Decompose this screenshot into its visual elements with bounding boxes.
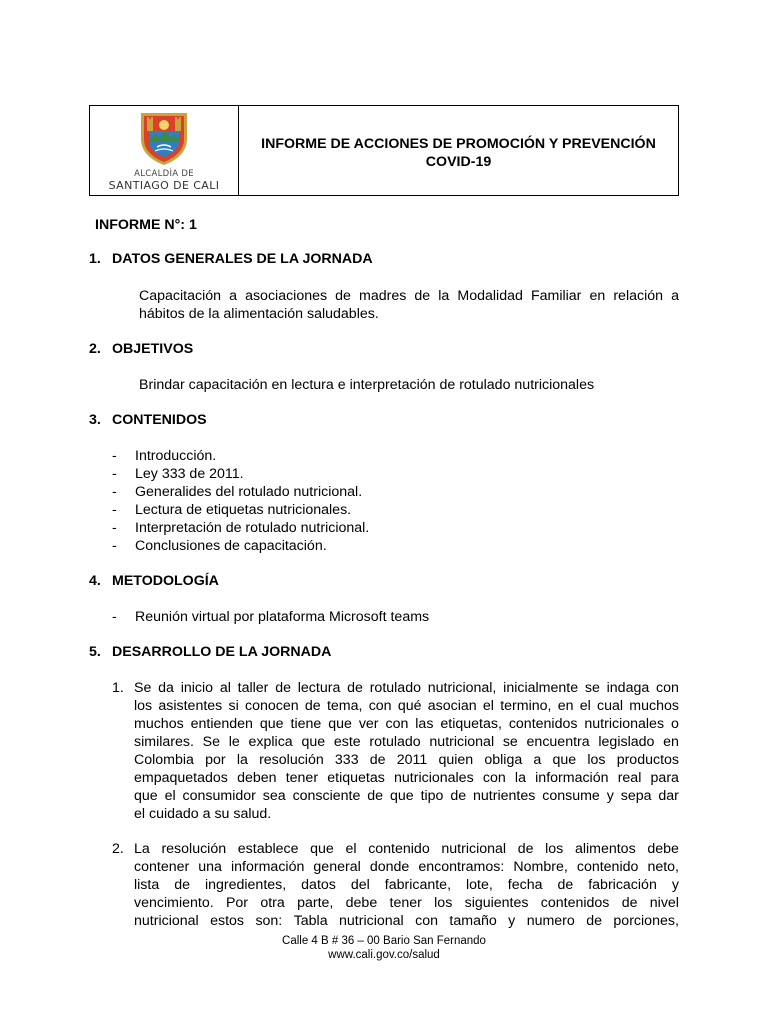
logo-text-city: SANTIAGO DE CALI (108, 179, 220, 192)
section-1-line: hábitos de la alimentación saludables. (139, 306, 379, 322)
footer-address: Calle 4 B # 36 – 00 Bario San Fernando (282, 935, 486, 947)
section-1-text (139, 287, 679, 323)
paragraph-line: vencimiento. Por otra parte, debe tener los siguientes contenidos de nivel (134, 895, 679, 911)
document-title-line-2: COVID-19 (425, 153, 492, 170)
paragraph-line: el cuidado a su salud. (134, 806, 272, 822)
paragraph-line: muchos entienden que tiene que ver con las etiquetas, contenidos nutricionales o (134, 716, 679, 732)
section-2-title: OBJETIVOS (112, 341, 194, 357)
paragraph-line: La resolución establece que el contenido nutricional de los alimentos debe (134, 841, 679, 857)
logo-text-alcaldia: ALCALDÍA DE (134, 169, 194, 179)
paragraph-line: nutricional estos son: Tabla nutricional con tamaño y numero de porciones, (134, 913, 679, 929)
paragraph-line: lista de ingredientes, datos del fabricante, lote, fecha de fabricación y (134, 877, 679, 893)
footer-website: www.cali.gov.co/salud (328, 949, 440, 961)
section-3-title: CONTENIDOS (112, 412, 207, 428)
paragraph-number: 1. (112, 680, 124, 696)
document-title (239, 106, 678, 195)
section-1-number: 1. (89, 251, 101, 267)
list-item: - Generalides del rotulado nutricional. (112, 484, 363, 500)
paragraph-line: contener una información general donde encontramos: Nombre, contenido neto, (134, 859, 679, 875)
list-item: - Conclusiones de capacitación. (112, 538, 327, 554)
section-5-title: DESARROLLO DE LA JORNADA (112, 644, 332, 660)
paragraph-line: Colombia por la resolución 333 de 2011 quien obliga a que los productos (134, 752, 679, 768)
section-1-line: Capacitación a asociaciones de madres de la Modalidad Familiar en relación a (139, 288, 679, 304)
paragraph-line: similares. Se le explica que este rotulado nutricional se encuentra legislado en (134, 734, 679, 750)
document-title-line-1: INFORME DE ACCIONES DE PROMOCIÓN Y PREVENCIÓN (261, 135, 656, 152)
section-3-number: 3. (89, 412, 101, 428)
paragraph-line: que el consumidor sea consciente de que tipo de nutrientes consume y sepa dar (134, 788, 679, 804)
paragraph-body (134, 679, 679, 823)
methodology-list (112, 608, 429, 626)
header-table (89, 105, 679, 196)
list-item: - Interpretación de rotulado nutricional. (112, 520, 370, 536)
list-item: - Lectura de etiquetas nutricionales. (112, 502, 352, 518)
paragraph-line: Se da inicio al taller de lectura de rotulado nutricional, inicialmente se indaga con (134, 680, 679, 696)
section-1-title: DATOS GENERALES DE LA JORNADA (112, 251, 373, 267)
section-5-heading (89, 644, 331, 660)
list-item: - Ley 333 de 2011. (112, 466, 244, 482)
section-5-number: 5. (89, 644, 101, 660)
logo-cell (90, 106, 239, 195)
paragraph-number: 2. (112, 841, 124, 857)
section-1-heading (89, 251, 373, 267)
section-2-line: Brindar capacitación en lectura e interpretación de rotulado nutricionales (139, 377, 595, 393)
section-2-text (139, 376, 679, 394)
paragraph-line: empaquetados deben tener etiquetas nutricionales con la información real para (134, 770, 679, 786)
section-4-title: METODOLOGÍA (112, 573, 219, 589)
report-number: INFORME N°: 1 (95, 217, 197, 233)
section-4-number: 4. (89, 573, 101, 589)
cali-coat-of-arms-icon (135, 109, 193, 167)
paragraph-line: los asistentes si conocen de tema, con qué asocian el termino, en el cual muchos (134, 698, 679, 714)
list-item: - Introducción. (112, 448, 217, 464)
list-item: - Reunión virtual por plataforma Microsoft teams (112, 609, 430, 625)
section-4-heading (89, 573, 219, 589)
paragraph-body (134, 840, 679, 930)
section-2-heading (89, 341, 193, 357)
contents-list (112, 447, 369, 555)
section-3-heading (89, 412, 207, 428)
section-2-number: 2. (89, 341, 101, 357)
